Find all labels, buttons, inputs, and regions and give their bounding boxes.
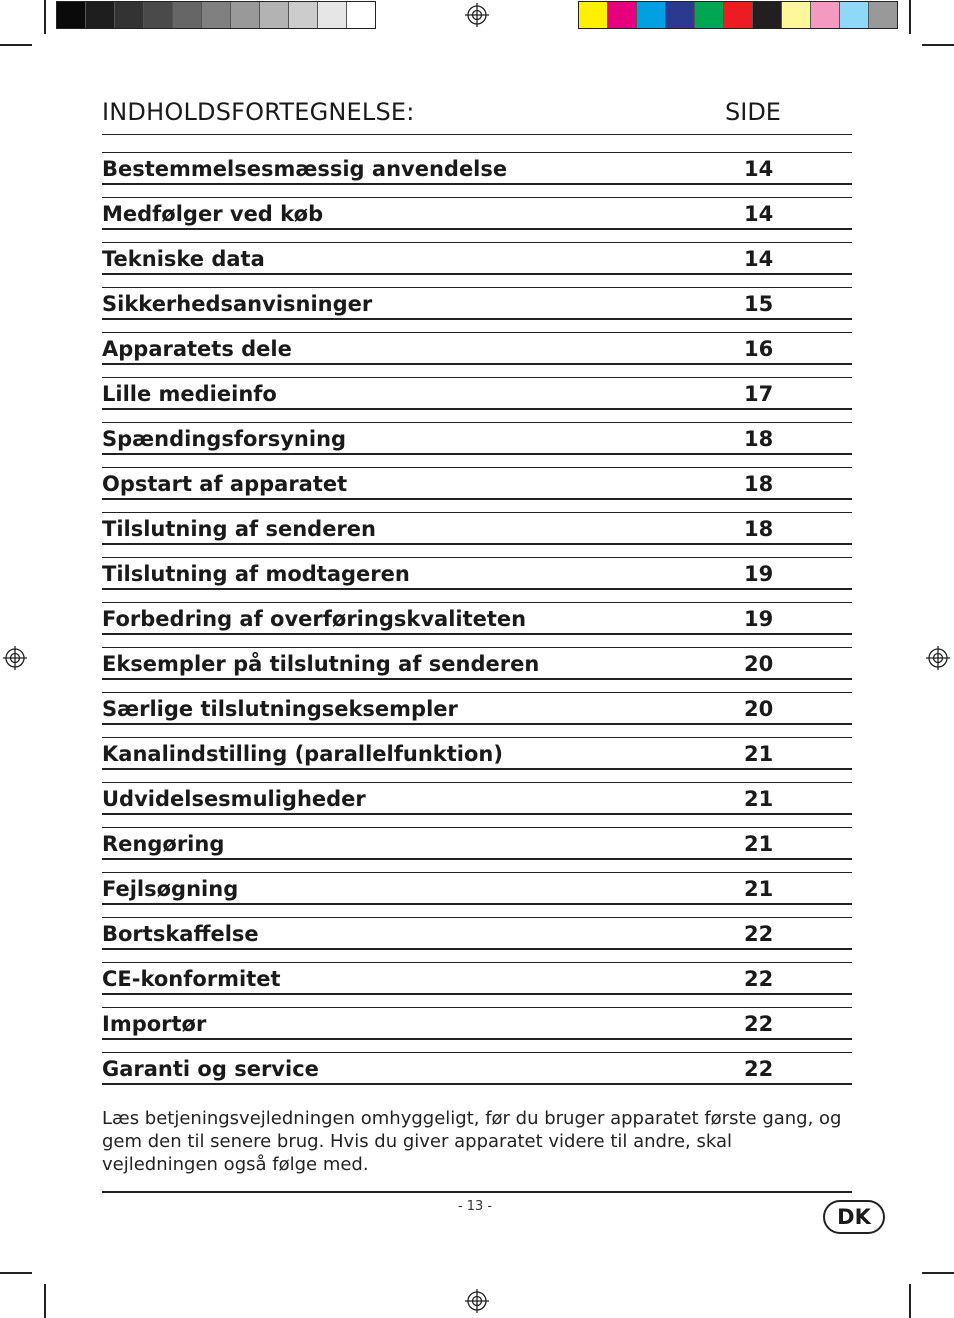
toc-entry <box>102 152 852 185</box>
toc-entry-label: Særlige tilslutningseksempler <box>102 697 458 721</box>
color-swatch <box>637 2 666 28</box>
color-swatch <box>840 2 869 28</box>
gray-color-bar <box>56 1 376 29</box>
toc-entry <box>102 467 852 500</box>
toc-entry-page: 18 <box>744 517 774 541</box>
toc-entry-page: 22 <box>744 1057 774 1081</box>
gray-swatch <box>347 2 375 28</box>
toc-entry-page: 18 <box>744 427 774 451</box>
language-badge: DK <box>823 1200 885 1234</box>
color-swatch <box>811 2 840 28</box>
toc-entry-page: 15 <box>744 292 774 316</box>
toc-entry-page: 21 <box>744 832 774 856</box>
crop-mark <box>922 1272 954 1274</box>
gray-swatch <box>144 2 173 28</box>
gray-swatch <box>115 2 144 28</box>
toc-entry-label: Forbedring af overføringskvaliteten <box>102 607 527 631</box>
toc-entry-page: 14 <box>744 202 774 226</box>
toc-entry <box>102 692 852 725</box>
toc-entry-label: Eksempler på tilslutning af senderen <box>102 652 540 676</box>
toc-entry-page: 20 <box>744 697 774 721</box>
toc-entry <box>102 872 852 905</box>
toc-entry-label: Apparatets dele <box>102 337 292 361</box>
toc-entry-label: Importør <box>102 1012 207 1036</box>
toc-entry-page: 22 <box>744 1012 774 1036</box>
toc-entry-label: Rengøring <box>102 832 225 856</box>
registration-mark-icon <box>465 1289 489 1313</box>
toc-entry-label: Tilslutning af modtageren <box>102 562 410 586</box>
crop-mark <box>44 0 46 34</box>
color-swatch <box>666 2 695 28</box>
toc-entry <box>102 287 852 320</box>
toc-entry-label: Spændingsforsyning <box>102 427 347 451</box>
toc-entry-label: Bortskaffelse <box>102 922 259 946</box>
toc-entry-page: 19 <box>744 607 774 631</box>
toc-entry <box>102 1052 852 1085</box>
toc-entry-page: 18 <box>744 472 774 496</box>
gray-swatch <box>86 2 115 28</box>
gray-swatch <box>260 2 289 28</box>
intro-paragraph: Læs betjeningsvejledningen omhyggeligt, før du bruger apparatet første gang, og gem den til senere brug. Hvis du giver apparatet videre til andre, skal vejledningen også følge med. <box>102 1108 842 1175</box>
crop-mark <box>909 1284 911 1318</box>
color-swatch <box>869 2 897 28</box>
toc-entry <box>102 377 852 410</box>
gray-swatch <box>318 2 347 28</box>
crop-mark <box>909 0 911 34</box>
toc-entry-page: 21 <box>744 787 774 811</box>
toc-entry <box>102 782 852 815</box>
toc-entry-page: 21 <box>744 742 774 766</box>
toc-entry-page: 16 <box>744 337 774 361</box>
color-swatch <box>724 2 753 28</box>
toc-entry-page: 14 <box>744 157 774 181</box>
registration-mark-icon <box>465 3 489 27</box>
toc-page-column-label: SIDE <box>725 98 781 126</box>
toc-entry <box>102 557 852 590</box>
table-of-contents <box>102 92 852 1097</box>
toc-entry-page: 22 <box>744 967 774 991</box>
gray-swatch <box>231 2 260 28</box>
toc-entry <box>102 962 852 995</box>
toc-entry-label: Medfølger ved køb <box>102 202 324 226</box>
toc-entry <box>102 422 852 455</box>
toc-entry-label: Bestemmelsesmæssig anvendelse <box>102 157 508 181</box>
toc-entry-label: CE-konformitet <box>102 967 281 991</box>
toc-entry <box>102 242 852 275</box>
toc-entry <box>102 332 852 365</box>
color-swatch <box>608 2 637 28</box>
toc-title: INDHOLDSFORTEGNELSE: <box>102 98 415 126</box>
toc-entry-page: 20 <box>744 652 774 676</box>
toc-list <box>102 152 852 1085</box>
registration-mark-icon <box>926 646 950 670</box>
crop-mark <box>44 1284 46 1318</box>
toc-entry-label: Lille medieinfo <box>102 382 277 406</box>
registration-mark-icon <box>3 646 27 670</box>
toc-entry-page: 22 <box>744 922 774 946</box>
toc-entry <box>102 917 852 950</box>
crop-mark <box>0 1272 32 1274</box>
toc-entry-page: 14 <box>744 247 774 271</box>
footer-divider <box>102 1191 852 1193</box>
toc-entry <box>102 197 852 230</box>
toc-entry <box>102 647 852 680</box>
toc-entry-label: Tilslutning af senderen <box>102 517 376 541</box>
page-number: - 13 - <box>457 1199 493 1214</box>
toc-entry <box>102 827 852 860</box>
gray-swatch <box>202 2 231 28</box>
toc-entry-page: 19 <box>744 562 774 586</box>
toc-entry-label: Fejlsøgning <box>102 877 239 901</box>
toc-header <box>102 92 852 135</box>
toc-entry <box>102 602 852 635</box>
toc-entry-label: Tekniske data <box>102 247 265 271</box>
crop-mark <box>922 44 954 46</box>
gray-swatch <box>289 2 318 28</box>
toc-entry-label: Garanti og service <box>102 1057 319 1081</box>
toc-entry-label: Sikkerhedsanvisninger <box>102 292 373 316</box>
gray-swatch <box>173 2 202 28</box>
toc-entry-page: 17 <box>744 382 774 406</box>
process-color-bar <box>578 1 898 29</box>
color-swatch <box>782 2 811 28</box>
color-swatch <box>579 2 608 28</box>
toc-entry <box>102 737 852 770</box>
toc-entry <box>102 1007 852 1040</box>
crop-mark <box>0 44 32 46</box>
color-swatch <box>753 2 782 28</box>
toc-entry <box>102 512 852 545</box>
color-swatch <box>695 2 724 28</box>
toc-entry-label: Udvidelsesmuligheder <box>102 787 366 811</box>
toc-entry-page: 21 <box>744 877 774 901</box>
toc-entry-label: Opstart af apparatet <box>102 472 348 496</box>
toc-entry-label: Kanalindstilling (parallelfunktion) <box>102 742 503 766</box>
gray-swatch <box>57 2 86 28</box>
